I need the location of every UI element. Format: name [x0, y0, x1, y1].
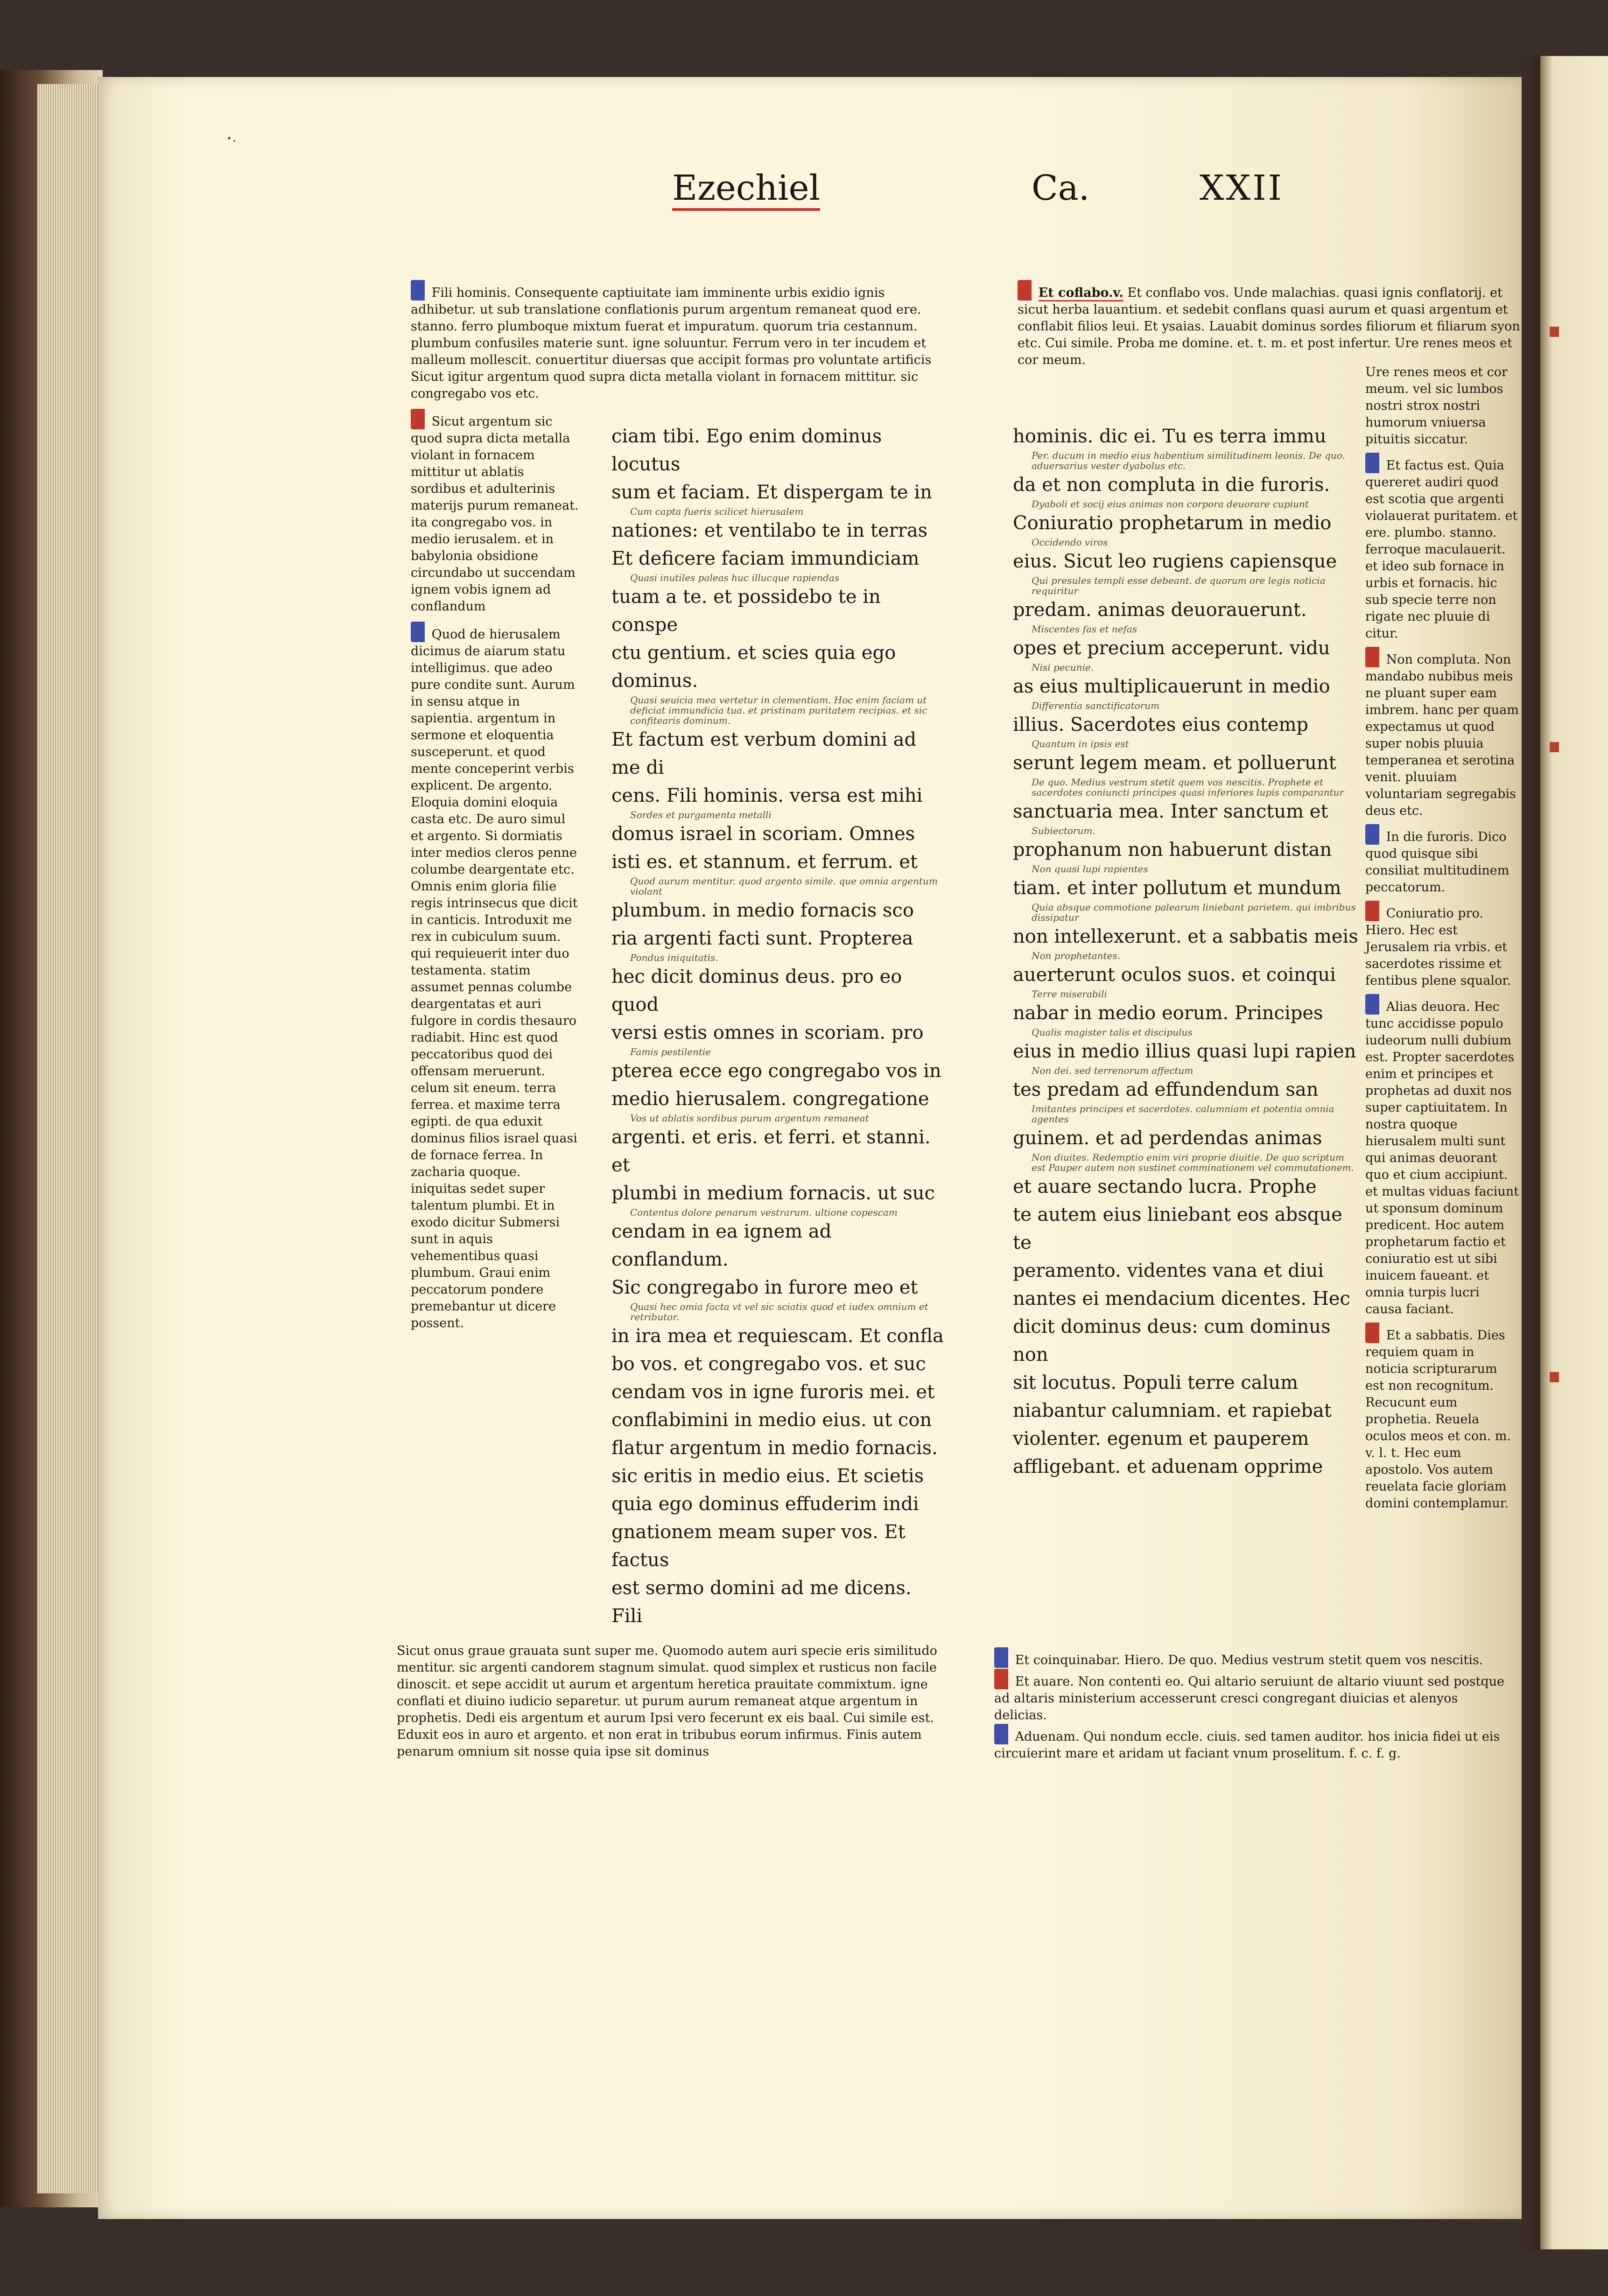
- text-line: guinem. et ad perdendas animas: [1013, 1127, 1322, 1149]
- gloss-paragraph: [411, 280, 948, 402]
- text-line: et auare sectando lucra. Prophe: [1013, 1176, 1317, 1197]
- text-line: eius in medio illius quasi lupi rapien: [1013, 1041, 1356, 1062]
- text-line: cendam in ea ignem ad conflandum.: [611, 1221, 832, 1270]
- text-line: niabantur calumniam. et rapiebat: [1013, 1400, 1332, 1421]
- interlinear-gloss: Dyaboli et socij eius animas non corpora deuorare cupiunt: [1032, 498, 1309, 510]
- text-line: est sermo domini ad me dicens. Fili: [611, 1577, 912, 1627]
- gloss-paragraph: [994, 1669, 1508, 1724]
- text-line: tiam. et inter pollutum et mundum: [1013, 877, 1341, 899]
- text-line: peramento. videntes vana et diui: [1013, 1260, 1324, 1281]
- running-head: [663, 168, 1316, 219]
- main-text-column-1: [611, 422, 948, 1627]
- text-line: Et deficere faciam immundiciam: [611, 548, 920, 569]
- gloss-paragraph: [994, 1724, 1508, 1762]
- text-line: serunt legem meam. et polluerunt: [1013, 752, 1336, 774]
- text-line: hec dicit dominus deus. pro eo quod: [611, 966, 902, 1015]
- text-line: eius. Sicut leo rugiens capiensque: [1013, 551, 1337, 572]
- interlinear-gloss: Qui presules templi esse debeant. de quorum ore legis noticia requiritur: [1032, 575, 1326, 596]
- text-line: sit locutus. Populi terre calum: [1013, 1372, 1299, 1393]
- gloss-text: Et auare. Non contenti eo. Qui altario seruiunt de altario viuunt sed postque ad altaris ministerium accesserunt cresci congregant diuicias et alenyos delicias.: [994, 1674, 1504, 1722]
- gloss-paragraph: Sicut onus graue grauata sunt super me. Quomodo autem auri specie eris similitudo mentitur. sic argenti candorem stagnum simulat. quod simplex et rusticus non facile dinoscit. et sepe accidit ut aurum et argentum heretica prauitate commixtum. igne conflati et diuino iudicio separetur. ut purum aurum remaneat atque argentum in prophetis. Dedi eis argentum et aurum Ipsi vero fecerunt ex eis baal. Cui simile est. Eduxit eos in auro et argento. et non erat in tribubus eorum infirmus. Finis autem penarum omnium sit nosse quia ipse sit dominus: [397, 1644, 937, 1759]
- paragraph-mark: [994, 1724, 1008, 1744]
- interlinear-gloss: Non diuites. Redemptio enim viri proprie diuitie. De quo scriptum est Pauper autem non sustinet comminationem vel commutationem.: [1032, 1152, 1354, 1173]
- text-line: auerterunt oculos suos. et coinqui: [1013, 964, 1336, 986]
- gloss-paragraph: [1365, 647, 1519, 819]
- text-line: te autem eius liniebant eos absque te: [1013, 1204, 1342, 1253]
- interlinear-gloss: Occidendo viros: [1032, 537, 1108, 548]
- running-head-chapter-number: XXII: [1200, 168, 1284, 208]
- text-line: versi estis omnes in scoriam. pro: [611, 1022, 924, 1043]
- text-line: opes et precium acceperunt. vidu: [1013, 637, 1330, 659]
- bottom-left-gloss: [397, 1643, 952, 1797]
- interlinear-gloss: Terre miserabili: [1032, 988, 1107, 1000]
- interlinear-gloss: Vos ut ablatis sordibus purum argentum remaneat: [630, 1113, 869, 1124]
- paragraph-mark: [994, 1647, 1008, 1668]
- gloss-text: Et factus est. Quia quereret audiri quod est scotia que argenti violauerat puritatem. et ere. plumbo. stanno. ferroque maculauerit. et ideo sub fornace in urbis et fornacis. hic sub specie terre non rigate nec pluuie di citur.: [1365, 458, 1518, 641]
- paragraph-mark: [1018, 280, 1032, 301]
- text-line: bo vos. et congregabo vos. et suc: [611, 1353, 926, 1375]
- interlinear-gloss: Quod aurum mentitur. quod argento simile. que omnia argentum violant: [630, 875, 938, 897]
- main-text-lines: [611, 422, 948, 1630]
- text-line: conflabimini in medio eius. ut con: [611, 1409, 932, 1431]
- text-line: flatur argentum in medio fornacis.: [611, 1437, 938, 1459]
- gloss-paragraph: [1365, 453, 1519, 642]
- rubric-mark: [1550, 1372, 1559, 1382]
- text-line: non intellexerunt. et a sabbatis meis: [1013, 926, 1358, 947]
- interlinear-gloss: Quia absque commotione palearum liniebant parietem. qui imbribus dissipatur: [1032, 902, 1356, 923]
- text-line: tes predam ad effundendum san: [1013, 1079, 1319, 1100]
- gloss-text: Et conflabo vos. Unde malachias. quasi ignis conflatorij. et sicut herba lauantium. et sedebit conflans quasi aurum et quasi argentum et conflabit filios leui. Et ysaias. Lauabit dominus sordes filiorum et filiarum syon etc. Cui simile. Proba me domine. et. t. m. et post infertur. Ure renes meos et cor meum.: [1018, 286, 1520, 367]
- text-line: plumbi in medium fornacis. ut suc: [611, 1183, 935, 1204]
- text-line: medio hierusalem. congregatione: [611, 1088, 929, 1110]
- interlinear-gloss: Pondus iniquitatis.: [630, 952, 718, 963]
- running-head-chapter-label: Ca.: [1032, 168, 1090, 208]
- gloss-text: Fili hominis. Consequente captiuitate iam imminente urbis exidio ignis adhibetur. ut sub translatione conflationis purum argentum remaneat quod ere. stanno. ferro plumboque mixtum fuerat et impuratum. quorum tria cestannum. plumbum confusiles materie sunt. igne soluuntur. Ferrum vero in ter incudem et malleum mollescit. conuertitur diuersas que accipit formas pro voluntate artificis Sicut igitur argentum quod supra dicta metalla violant in fornacem mittitur. sic congregabo vos etc.: [411, 286, 932, 401]
- text-line: plumbum. in medio fornacis sco: [611, 900, 914, 921]
- text-line: isti es. et stannum. et ferrum. et: [611, 851, 918, 873]
- paragraph-mark: [1365, 994, 1379, 1015]
- gloss-text: Et a sabbatis. Dies requiem quam in noticia scripturarum est non recognitum. Recucunt eum prophetia. Reuela oculos meos et con. m. v. l. t. Hec eum apostolo. Vos autem reuelata facie gloriam domini contemplamur.: [1365, 1328, 1511, 1511]
- gloss-text: Coniuratio pro. Hiero. Hec est Jerusalem ria vrbis. et sacerdotes rissime et fentibus plene squalor.: [1365, 906, 1511, 988]
- interlinear-gloss: Qualis magister talis et discipulus: [1032, 1027, 1193, 1038]
- interlinear-gloss: Subiectorum.: [1032, 825, 1095, 836]
- gloss-text: Non compluta. Non mandabo nubibus meis ne pluant super eam imbrem. hanc per quam expectamus ut quod super nobis pluuia temperanea et serotina venit. pluuiam voluntariam segregabis deus etc.: [1365, 652, 1519, 818]
- interlinear-gloss: Non quasi lupi rapientes: [1032, 863, 1148, 875]
- text-line: hominis. dic ei. Tu es terra immu: [1013, 426, 1327, 447]
- gloss-paragraph: [1018, 280, 1536, 369]
- text-line: sanctuaria mea. Inter sanctum et: [1013, 801, 1328, 822]
- interlinear-gloss: Quasi inutiles paleas huc illucque rapiendas: [630, 572, 840, 583]
- recto-page-edge: [1540, 56, 1608, 2249]
- text-line: Coniuratio prophetarum in medio: [1013, 512, 1332, 534]
- text-line: in ira mea et requiescam. Et confla: [611, 1325, 944, 1347]
- gloss-paragraph: [1365, 901, 1519, 989]
- text-line: sum et faciam. Et dispergam te in: [611, 482, 932, 503]
- gloss-text: In die furoris. Dico quod quisque sibi consiliat multitudinem peccatorum.: [1365, 830, 1510, 895]
- page-fore-edges: [37, 84, 107, 2193]
- paragraph-mark: [1365, 1323, 1379, 1343]
- bottom-right-gloss: [994, 1647, 1508, 1801]
- interlinear-gloss: Non prophetantes.: [1032, 950, 1121, 961]
- interlinear-gloss: Quasi seuicia mea vertetur in clementiam. Hoc enim faciam ut deficiat immundicia tua. et pristinam puritatem recipias. et sic confitearis dominum.: [630, 694, 927, 726]
- text-line: nabar in medio eorum. Principes: [1013, 1002, 1323, 1024]
- main-text-column-2: [1013, 422, 1358, 1608]
- gloss-text: Quod de hierusalem dicimus de aiarum statu intelligimus. que adeo pure condite sunt. Aurum in sensu atque in sapientia. argentum in sermone et eloquentia susceperunt. et quod mente conceperint verbis explicent. De argento. Eloquia domini eloquia casta etc. De auro simul et argento. Si dormiatis inter medios cleros penne columbe deargentate etc. Omnis enim gloria filie regis intrinsecus que dicit in canticis. Introduxit me rex in cubiculum suum. qui requieuerit inter duo testamenta. statim assumet pennas columbe deargentatas et auri fulgore in cordis thesauro radiabit. Hinc est quod peccatoribus quod dei offensam meruerunt. celum sit eneum. terra ferrea. et maxime terra egipti. de qua eduxit dominus filios israel quasi de fornace ferrea. In zacharia quoque. iniquitas sedet super talentum plumbi. Et in exodo dicitur Submersi sunt in aquis vehementibus quasi plumbum. Graui enim peccatorum pondere premebantur ut dicere possent.: [411, 627, 578, 1330]
- text-line: gnationem meam super vos. Et factus: [611, 1521, 906, 1571]
- interlinear-gloss: Differentia sanctificatorum: [1032, 700, 1160, 711]
- text-line: as eius multiplicauerunt in medio: [1013, 676, 1330, 697]
- gloss-paragraph: [411, 622, 579, 1332]
- text-line: ria argenti facti sunt. Propterea: [611, 928, 913, 949]
- gloss-text: Alias deuora. Hec tunc accidisse populo iudeorum nulli dubium est. Propter sacerdotes enim et principes et prophetas ad duxit nos super captiuitatem. In nostra quoque hierusalem multi sunt qui animas deuorant quo et cium accipiunt. et multas viduas faciunt ut sponsum dominum predicent. Hoc autem prophetarum factio et coniuratio est ut sibi inuicem faueant. et omnia turpis lucri causa faciant.: [1365, 1000, 1519, 1316]
- text-line: tuam a te. et possidebo te in conspe: [611, 586, 881, 636]
- paragraph-mark: [1365, 647, 1379, 667]
- paragraph-mark: [1365, 901, 1379, 921]
- gloss-paragraph: [411, 409, 579, 615]
- text-line: nationes: et ventilabo te in terras: [611, 520, 928, 541]
- rubric-mark: [1550, 742, 1559, 752]
- interlinear-gloss: Famis pestilentie: [630, 1046, 711, 1057]
- text-line: sic eritis in medio eius. Et scietis: [611, 1465, 924, 1487]
- gloss-paragraph: [1365, 994, 1519, 1318]
- lemma: Et coflabo.v.: [1039, 286, 1123, 301]
- right-gloss-column: [1365, 364, 1519, 1596]
- text-line: affligebant. et aduenam opprime: [1013, 1456, 1323, 1477]
- text-line: da et non compluta in die furoris.: [1013, 474, 1330, 496]
- text-line: nantes ei mendacium dicentes. Hec: [1013, 1288, 1350, 1309]
- paragraph-mark: [411, 622, 425, 642]
- interlinear-gloss: Contentus dolore penarum vestrarum. ultione copescam: [630, 1207, 898, 1218]
- text-line: Sic congregabo in furore meo et: [611, 1277, 918, 1298]
- paragraph-mark: [411, 280, 425, 301]
- interlinear-gloss: Nisi pecunie.: [1032, 662, 1094, 673]
- gloss-paragraph: [994, 1647, 1508, 1669]
- interlinear-gloss: Miscentes fas et nefas: [1032, 623, 1138, 635]
- text-line: dicit dominus deus: cum dominus non: [1013, 1316, 1331, 1365]
- interlinear-gloss: Quantum in ipsis est: [1032, 738, 1129, 749]
- gloss-text: Aduenam. Qui nondum eccle. ciuis. sed tamen auditor. hos inicia fidei ut eis circuierint mare et aridam ut faciant vnum proselitum. f. c. f. g.: [994, 1729, 1500, 1761]
- gloss-paragraph: [1365, 824, 1519, 896]
- paragraph-mark: [994, 1669, 1008, 1689]
- gloss-paragraph: [1365, 1323, 1519, 1512]
- paragraph-mark: [1365, 453, 1379, 473]
- paragraph-mark: [411, 409, 425, 429]
- text-line: prophanum non habuerunt distan: [1013, 839, 1332, 861]
- text-line: predam. animas deuorauerunt.: [1013, 599, 1307, 621]
- interlinear-gloss: Cum capta fueris scilicet hierusalem: [630, 506, 804, 517]
- interlinear-gloss: De quo. Medius vestrum stetit quem vos nescitis. Prophete et sacerdotes coniuncti principes quasi inferiores lupis comparantur: [1032, 777, 1344, 798]
- text-line: pterea ecce ego congregabo vos in: [611, 1060, 941, 1082]
- worm-hole: [228, 137, 231, 140]
- text-line: illius. Sacerdotes eius contemp: [1013, 714, 1309, 735]
- main-text-lines: [1013, 422, 1358, 1481]
- interlinear-gloss: Per. ducum in medio eius habentium similitudinem leonis. De quo. aduersarius vester dyabolus etc.: [1032, 450, 1345, 471]
- text-line: cendam vos in igne furoris mei. et: [611, 1381, 935, 1403]
- text-line: domus israel in scoriam. Omnes: [611, 823, 915, 845]
- text-line: argenti. et eris. et ferri. et stanni. et: [611, 1127, 931, 1176]
- gloss-text: Sicut argentum sic quod supra dicta metalla violant in fornacem mittitur ut ablatis sordibus et adulterinis materijs purum remaneat. ita congregabo vos. in medio ierusalem. et in babylonia obsidione circundabo ut succendam ignem vobis ignem ad conflandum: [411, 414, 579, 614]
- text-line: ciam tibi. Ego enim dominus locutus: [611, 426, 882, 475]
- gutter-shadow: [1524, 56, 1543, 2249]
- text-line: cens. Fili hominis. versa est mihi: [611, 785, 923, 806]
- text-line: Et factum est verbum domini ad me di: [611, 729, 917, 778]
- interlinear-gloss: Imitantes principes et sacerdotes. calumniam et potentia omnia agentes: [1032, 1103, 1334, 1125]
- text-line: ctu gentium. et scies quia ego dominus.: [611, 642, 896, 692]
- interlinear-gloss: Non dei. sed terrenorum affectum: [1032, 1065, 1194, 1076]
- interlinear-gloss: Sordes et purgamenta metalli: [630, 809, 772, 820]
- rubric-mark: [1550, 327, 1559, 337]
- interlinear-gloss: Quasi hec omia facta vt vel sic sciatis quod et iudex omnium et retributor.: [630, 1301, 928, 1323]
- text-line: quia ego dominus effuderim indi: [611, 1493, 919, 1515]
- gloss-paragraph: Ure renes meos et cor meum. vel sic lumbos nostri strox nostri humorum vniuersa pituitis siccatur.: [1365, 365, 1508, 447]
- paragraph-mark: [1365, 824, 1379, 845]
- text-line: violenter. egenum et pauperem: [1013, 1428, 1309, 1449]
- running-head-book: Ezechiel: [672, 168, 821, 208]
- gloss-text: Et coinquinabar. Hiero. De quo. Medius vestrum stetit quem vos nescitis.: [1015, 1653, 1483, 1667]
- worm-hole: [233, 140, 235, 142]
